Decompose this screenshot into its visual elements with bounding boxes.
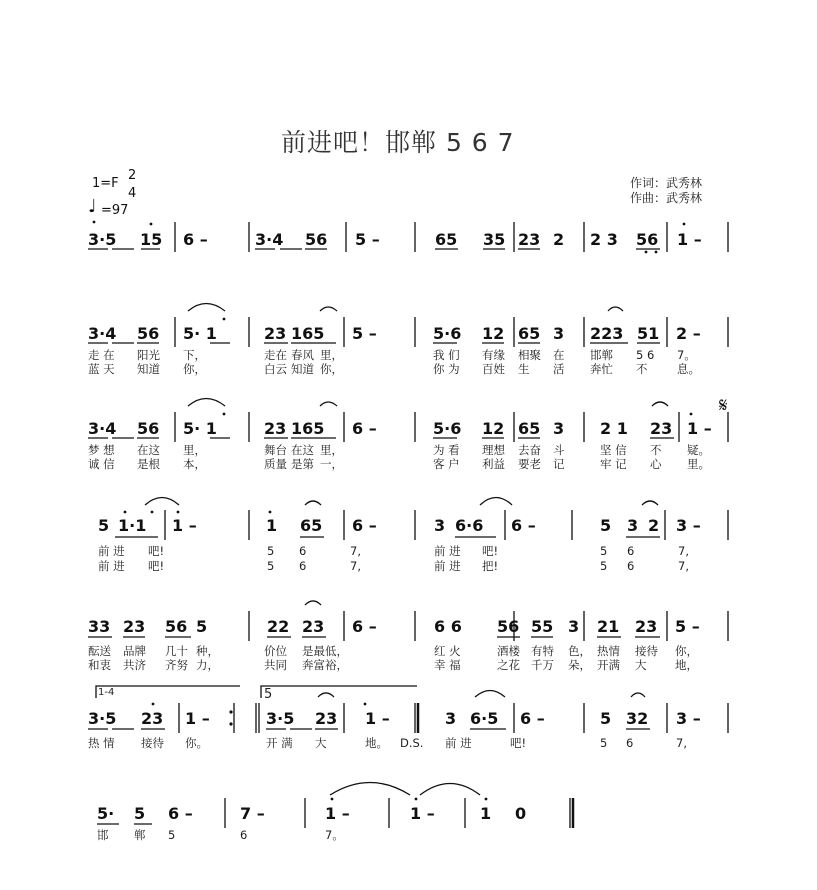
lyric-l7-v1-4: 6 bbox=[240, 828, 248, 842]
lyric-l4-v2-4: 6 bbox=[299, 559, 307, 573]
note-l3-3: 5· 1 bbox=[183, 419, 217, 438]
lyric-l3-v2-4: 质量 bbox=[264, 457, 287, 471]
note-l4-6: 6 – bbox=[352, 516, 377, 535]
lyric-l3-v2-1: 诚 信 bbox=[88, 457, 115, 471]
note-l4-4: 1 bbox=[266, 516, 278, 535]
lyric-l5-v1-12: 热情 bbox=[597, 644, 620, 658]
lyric-l4-v2-5: 7, bbox=[350, 559, 361, 573]
note-l4-8: 6·6 bbox=[455, 516, 484, 535]
lyric-l4-v1-1: 前 进 bbox=[98, 544, 125, 558]
lyric-l2-v1-6: 里， bbox=[320, 348, 343, 362]
lyric-l5-v1-13: 接待 bbox=[635, 644, 658, 658]
lyric-l2-v1-9: 相聚 bbox=[518, 348, 541, 362]
lyric-l2-v2-1: 蓝 天 bbox=[88, 362, 115, 376]
lyric-l3-v1-12: 不 bbox=[650, 443, 662, 457]
note-l2-6: 5 – bbox=[352, 324, 377, 343]
lyric-l3-v2-13: 里。 bbox=[687, 457, 710, 471]
lyric-l5-v2-12: 开满 bbox=[597, 658, 620, 672]
note-l4-9: 6 – bbox=[511, 516, 536, 535]
lyric-l3-v1-4: 舞台 bbox=[264, 443, 287, 457]
quarter-note-icon: ♩ bbox=[88, 196, 97, 217]
lyric-l4-v1-8: 5 bbox=[600, 544, 608, 558]
lyric-l2-v1-1: 走 在 bbox=[88, 348, 115, 362]
note-l6-3: 1 – bbox=[185, 709, 210, 728]
lyric-l4-v2-1: 前 进 bbox=[98, 559, 125, 573]
lyric-l5-v2-1: 和衷 bbox=[88, 658, 111, 672]
note-l2-3: 5· 1 bbox=[183, 324, 217, 343]
note-l5-2: 23 bbox=[123, 617, 146, 636]
note-l7-5: 1 – bbox=[325, 804, 350, 823]
note-l7-8: 0 bbox=[515, 804, 527, 823]
lyric-l3-v1-6: 里， bbox=[320, 443, 343, 457]
note-l2-2: 56 bbox=[137, 324, 160, 343]
note-l3-13: 1 – bbox=[687, 419, 712, 438]
note-l6-9: 6 – bbox=[520, 709, 545, 728]
lyric-l4-v2-3: 5 bbox=[267, 559, 275, 573]
note-l2-11: 223 bbox=[590, 324, 624, 343]
lyric-l5-v2-5: 共同 bbox=[264, 658, 287, 672]
lyric-l3-v1-8: 理想 bbox=[482, 443, 505, 457]
lyric-l5-v1-5: 价位 bbox=[264, 644, 287, 658]
lyric-l5-v2-7: 裕， bbox=[325, 658, 348, 672]
lyric-l3-v1-1: 梦 想 bbox=[88, 443, 115, 457]
lyric-l5-v1-11: 色， bbox=[568, 644, 591, 658]
lyric-l4-v2-9: 6 bbox=[627, 559, 635, 573]
lyric-l3-v2-2: 是根 bbox=[137, 457, 160, 471]
lyric-l4-v1-4: 6 bbox=[299, 544, 307, 558]
lyric-l3-v1-11: 坚 信 bbox=[600, 443, 627, 457]
lyric-l2-v1-13: 7。 bbox=[677, 348, 696, 362]
key-signature: 1=F bbox=[92, 176, 119, 191]
lyric-l5-v2-10: 千万 bbox=[531, 658, 554, 672]
lyric-l5-v1-7: 低， bbox=[325, 644, 348, 658]
segno-icon: 𝄋 bbox=[719, 393, 728, 417]
note-l4-1: 5 bbox=[98, 516, 110, 535]
lyric-l6-v1-2: 接待 bbox=[141, 736, 164, 750]
lyric-l4-v1-9: 6 bbox=[627, 544, 635, 558]
lyric-l4-v2-10: 7, bbox=[678, 559, 689, 573]
note-l5-7: 6 – bbox=[352, 617, 377, 636]
note-l5-6: 23 bbox=[302, 617, 325, 636]
lyric-l4-v2-2: 吧! bbox=[148, 559, 165, 573]
note-l7-1: 5· bbox=[97, 804, 115, 823]
lyric-l2-v1-2: 阳光 bbox=[137, 348, 160, 362]
lyric-l2-v2-4: 白云 bbox=[264, 362, 287, 376]
time-signature-bottom: 4 bbox=[128, 186, 137, 201]
note-l3-6: 6 – bbox=[352, 419, 377, 438]
lyric-l3-v1-9: 去奋 bbox=[518, 443, 541, 457]
note-l3-11: 2 1 bbox=[600, 419, 628, 438]
note-l3-4: 23 bbox=[264, 419, 287, 438]
lyric-l2-v2-7: 你 为 bbox=[433, 362, 460, 376]
lyric-l5-v2-3: 齐努 bbox=[165, 658, 188, 672]
note-l2-7: 5·6 bbox=[433, 324, 462, 343]
lyric-l2-v2-13: 息。 bbox=[677, 362, 700, 376]
note-l2-8: 12 bbox=[482, 324, 505, 343]
lyric-l2-v2-3: 你， bbox=[183, 362, 206, 376]
note-l6-8: 6·5 bbox=[470, 709, 499, 728]
note-l7-6: 1 – bbox=[410, 804, 435, 823]
lyric-l3-v2-3: 本， bbox=[183, 457, 206, 471]
lyric-l5-v2-4: 力， bbox=[196, 658, 219, 672]
note-l1-4: 3·4 bbox=[255, 230, 284, 249]
note-l6-1: 3·5 bbox=[88, 709, 117, 728]
time-signature-top: 2 bbox=[128, 168, 137, 183]
note-l1-5: 56 bbox=[305, 230, 328, 249]
lyric-l5-v1-8: 红 火 bbox=[434, 644, 461, 658]
note-l2-5: 165 bbox=[291, 324, 325, 343]
lyric-l7-v1-1: 邯 bbox=[97, 828, 109, 842]
lyric-l6-v1-9: 吧! bbox=[510, 736, 527, 750]
note-l6-4: 3·5 bbox=[266, 709, 295, 728]
lyric-l5-v1-4: 种， bbox=[196, 644, 219, 658]
lyric-l2-v1-12: 5 6 bbox=[636, 348, 655, 362]
first-ending-label: 1-4 bbox=[98, 687, 115, 698]
note-l1-10: 2 bbox=[553, 230, 565, 249]
note-l4-7: 3 bbox=[434, 516, 446, 535]
note-l3-2: 56 bbox=[137, 419, 160, 438]
lyric-l2-v2-9: 生 bbox=[518, 362, 530, 376]
lyric-l2-v1-8: 有缘 bbox=[482, 348, 505, 362]
note-l3-1: 3·4 bbox=[88, 419, 117, 438]
lyric-l2-v1-3: 下， bbox=[183, 348, 206, 362]
note-l1-6: 5 – bbox=[355, 230, 380, 249]
lyric-l4-v1-2: 吧! bbox=[148, 544, 165, 558]
note-l2-4: 23 bbox=[264, 324, 287, 343]
note-l5-8: 6 6 bbox=[434, 617, 462, 636]
note-l5-5: 22 bbox=[267, 617, 290, 636]
lyric-l6-v1-4: 开 满 bbox=[266, 736, 293, 750]
lyric-l5-v2-14: 地， bbox=[675, 658, 698, 672]
lyric-l3-v2-10: 记 bbox=[553, 457, 565, 471]
lyric-l3-v1-3: 里， bbox=[183, 443, 206, 457]
note-l1-2: 15 bbox=[140, 230, 163, 249]
lyric-l6-v1-7: D.S. bbox=[400, 736, 424, 750]
second-ending-label: 5 bbox=[264, 687, 273, 702]
note-l3-8: 12 bbox=[482, 419, 505, 438]
note-l2-12: 51 bbox=[637, 324, 660, 343]
lyric-l5-v2-8: 幸 福 bbox=[434, 658, 461, 672]
lyric-l2-v2-5: 知道 bbox=[291, 362, 314, 376]
lyric-l3-v2-5: 是第 bbox=[291, 457, 314, 471]
lyric-l2-v2-8: 百姓 bbox=[482, 362, 505, 376]
note-l3-9: 65 bbox=[518, 419, 541, 438]
note-l2-13: 2 – bbox=[676, 324, 701, 343]
lyric-l5-v1-1: 酝送 bbox=[88, 644, 111, 658]
lyric-l6-v1-1: 热 情 bbox=[88, 736, 115, 750]
lyric-l6-v1-3: 你。 bbox=[185, 736, 208, 750]
lyric-l3-v1-7: 为 看 bbox=[433, 443, 460, 457]
lyric-l3-v1-2: 在这 bbox=[137, 443, 160, 457]
lyric-l5-v2-13: 大 bbox=[635, 658, 647, 672]
lyric-l3-v2-8: 利益 bbox=[482, 457, 505, 471]
note-l5-10: 55 bbox=[531, 617, 554, 636]
note-l6-11: 32 bbox=[626, 709, 649, 728]
lyric-l3-v2-11: 牢 记 bbox=[600, 457, 627, 471]
note-l6-5: 23 bbox=[315, 709, 338, 728]
lyric-l5-v1-9: 酒楼 bbox=[497, 644, 520, 658]
note-l1-3: 6 – bbox=[183, 230, 208, 249]
note-l1-8: 35 bbox=[483, 230, 506, 249]
note-l7-7: 1 bbox=[480, 804, 492, 823]
lyric-l5-v1-6: 是最 bbox=[302, 644, 325, 658]
page-title: 前进吧！邯郸 5 6 7 bbox=[281, 128, 515, 157]
note-l2-9: 65 bbox=[518, 324, 541, 343]
note-l1-11: 2 3 bbox=[590, 230, 618, 249]
note-l6-7: 3 bbox=[445, 709, 457, 728]
note-l6-10: 5 bbox=[600, 709, 612, 728]
lyric-l6-v1-12: 7, bbox=[676, 736, 687, 750]
lyric-l2-v2-6: 你， bbox=[320, 362, 343, 376]
lyric-l4-v1-7: 吧! bbox=[482, 544, 499, 558]
note-l4-2: 1·1 bbox=[118, 516, 147, 535]
lyric-l7-v1-3: 5 bbox=[168, 828, 176, 842]
note-l4-13: 3 – bbox=[676, 516, 701, 535]
note-l1-1: 3·5 bbox=[88, 230, 117, 249]
note-l5-12: 21 bbox=[597, 617, 620, 636]
lyric-l5-v1-2: 品牌 bbox=[123, 644, 146, 658]
lyric-l6-v1-11: 6 bbox=[626, 736, 634, 750]
note-l6-12: 3 – bbox=[676, 709, 701, 728]
lyric-l5-v1-10: 有特 bbox=[531, 644, 554, 658]
note-l5-14: 5 – bbox=[675, 617, 700, 636]
lyric-l4-v1-3: 5 bbox=[267, 544, 275, 558]
lyric-l2-v1-11: 邯郸 bbox=[590, 348, 613, 362]
note-l7-4: 7 – bbox=[240, 804, 265, 823]
lyric-l4-v1-6: 前 进 bbox=[434, 544, 461, 558]
lyric-l2-v2-10: 活 bbox=[553, 362, 565, 376]
lyric-l2-v1-5: 春风 bbox=[291, 348, 314, 362]
tempo: =97 bbox=[101, 203, 129, 218]
lyric-l6-v1-6: 地。 bbox=[365, 736, 388, 750]
lyric-l7-v1-5: 7。 bbox=[325, 828, 344, 842]
note-l1-13: 1 – bbox=[677, 230, 702, 249]
lyric-l4-v2-8: 5 bbox=[600, 559, 608, 573]
lyric-l3-v1-10: 斗 bbox=[553, 443, 565, 457]
lyric-l3-v2-12: 心 bbox=[650, 457, 662, 471]
lyric-l3-v1-13: 疑。 bbox=[687, 443, 710, 457]
note-l4-10: 5 bbox=[600, 516, 612, 535]
note-l3-10: 3 bbox=[553, 419, 565, 438]
note-l5-1: 33 bbox=[88, 617, 111, 636]
note-l4-5: 65 bbox=[300, 516, 323, 535]
lyric-l2-v1-4: 走在 bbox=[264, 348, 287, 362]
lyric-l2-v1-7: 我 们 bbox=[433, 348, 460, 362]
lyric-l5-v2-9: 之花 bbox=[497, 658, 520, 672]
lyric-l6-v1-5: 大 bbox=[315, 736, 327, 750]
note-l2-1: 3·4 bbox=[88, 324, 117, 343]
note-l2-10: 3 bbox=[553, 324, 565, 343]
lyric-l4-v2-6: 前 进 bbox=[434, 559, 461, 573]
note-l3-12: 23 bbox=[650, 419, 673, 438]
lyric-l5-v2-11: 朵， bbox=[568, 658, 591, 672]
lyric-l7-v1-2: 郸 bbox=[134, 828, 146, 842]
lyric-l3-v1-5: 在这 bbox=[291, 443, 314, 457]
lyric-l2-v2-11: 奔忙 bbox=[590, 362, 613, 376]
lyric-l6-v1-10: 5 bbox=[600, 736, 608, 750]
lyric-l5-v1-3: 几十 bbox=[165, 644, 188, 658]
note-l5-3: 56 bbox=[165, 617, 188, 636]
note-l4-12: 2 bbox=[648, 516, 660, 535]
lyric-l5-v1-14: 你， bbox=[675, 644, 698, 658]
note-l7-3: 6 – bbox=[168, 804, 193, 823]
lyric-l4-v1-5: 7, bbox=[350, 544, 361, 558]
lyric-l5-v2-2: 共济 bbox=[123, 658, 146, 672]
lyric-l2-v2-12: 不 bbox=[636, 362, 648, 376]
note-l3-5: 165 bbox=[291, 419, 325, 438]
note-l6-2: 23 bbox=[141, 709, 164, 728]
lyricist-credit: 作词：武秀林 bbox=[630, 176, 703, 190]
note-l5-9: 56 bbox=[497, 617, 520, 636]
composer-credit: 作曲：武秀林 bbox=[630, 191, 703, 205]
lyric-l4-v1-10: 7, bbox=[678, 544, 689, 558]
note-l5-13: 23 bbox=[635, 617, 658, 636]
lyric-l5-v2-6: 奔富 bbox=[302, 658, 325, 672]
lyric-l3-v2-6: 一， bbox=[320, 457, 343, 471]
note-l6-6: 1 – bbox=[365, 709, 390, 728]
note-l5-11: 3 bbox=[568, 617, 580, 636]
lyric-l3-v2-9: 要老 bbox=[518, 457, 541, 471]
note-l4-3: 1 – bbox=[172, 516, 197, 535]
lyric-l3-v2-7: 客 户 bbox=[433, 457, 460, 471]
note-l1-12: 56 bbox=[636, 230, 659, 249]
note-l5-4: 5 bbox=[196, 617, 208, 636]
lyric-l4-v2-7: 把! bbox=[482, 559, 499, 573]
note-l1-9: 23 bbox=[518, 230, 541, 249]
lyric-l6-v1-8: 前 进 bbox=[445, 736, 472, 750]
note-l1-7: 65 bbox=[435, 230, 458, 249]
note-l3-7: 5·6 bbox=[433, 419, 462, 438]
note-l4-11: 3 bbox=[627, 516, 639, 535]
note-l7-2: 5 bbox=[134, 804, 146, 823]
lyric-l2-v2-2: 知道 bbox=[137, 362, 160, 376]
lyric-l2-v1-10: 在 bbox=[553, 348, 565, 362]
